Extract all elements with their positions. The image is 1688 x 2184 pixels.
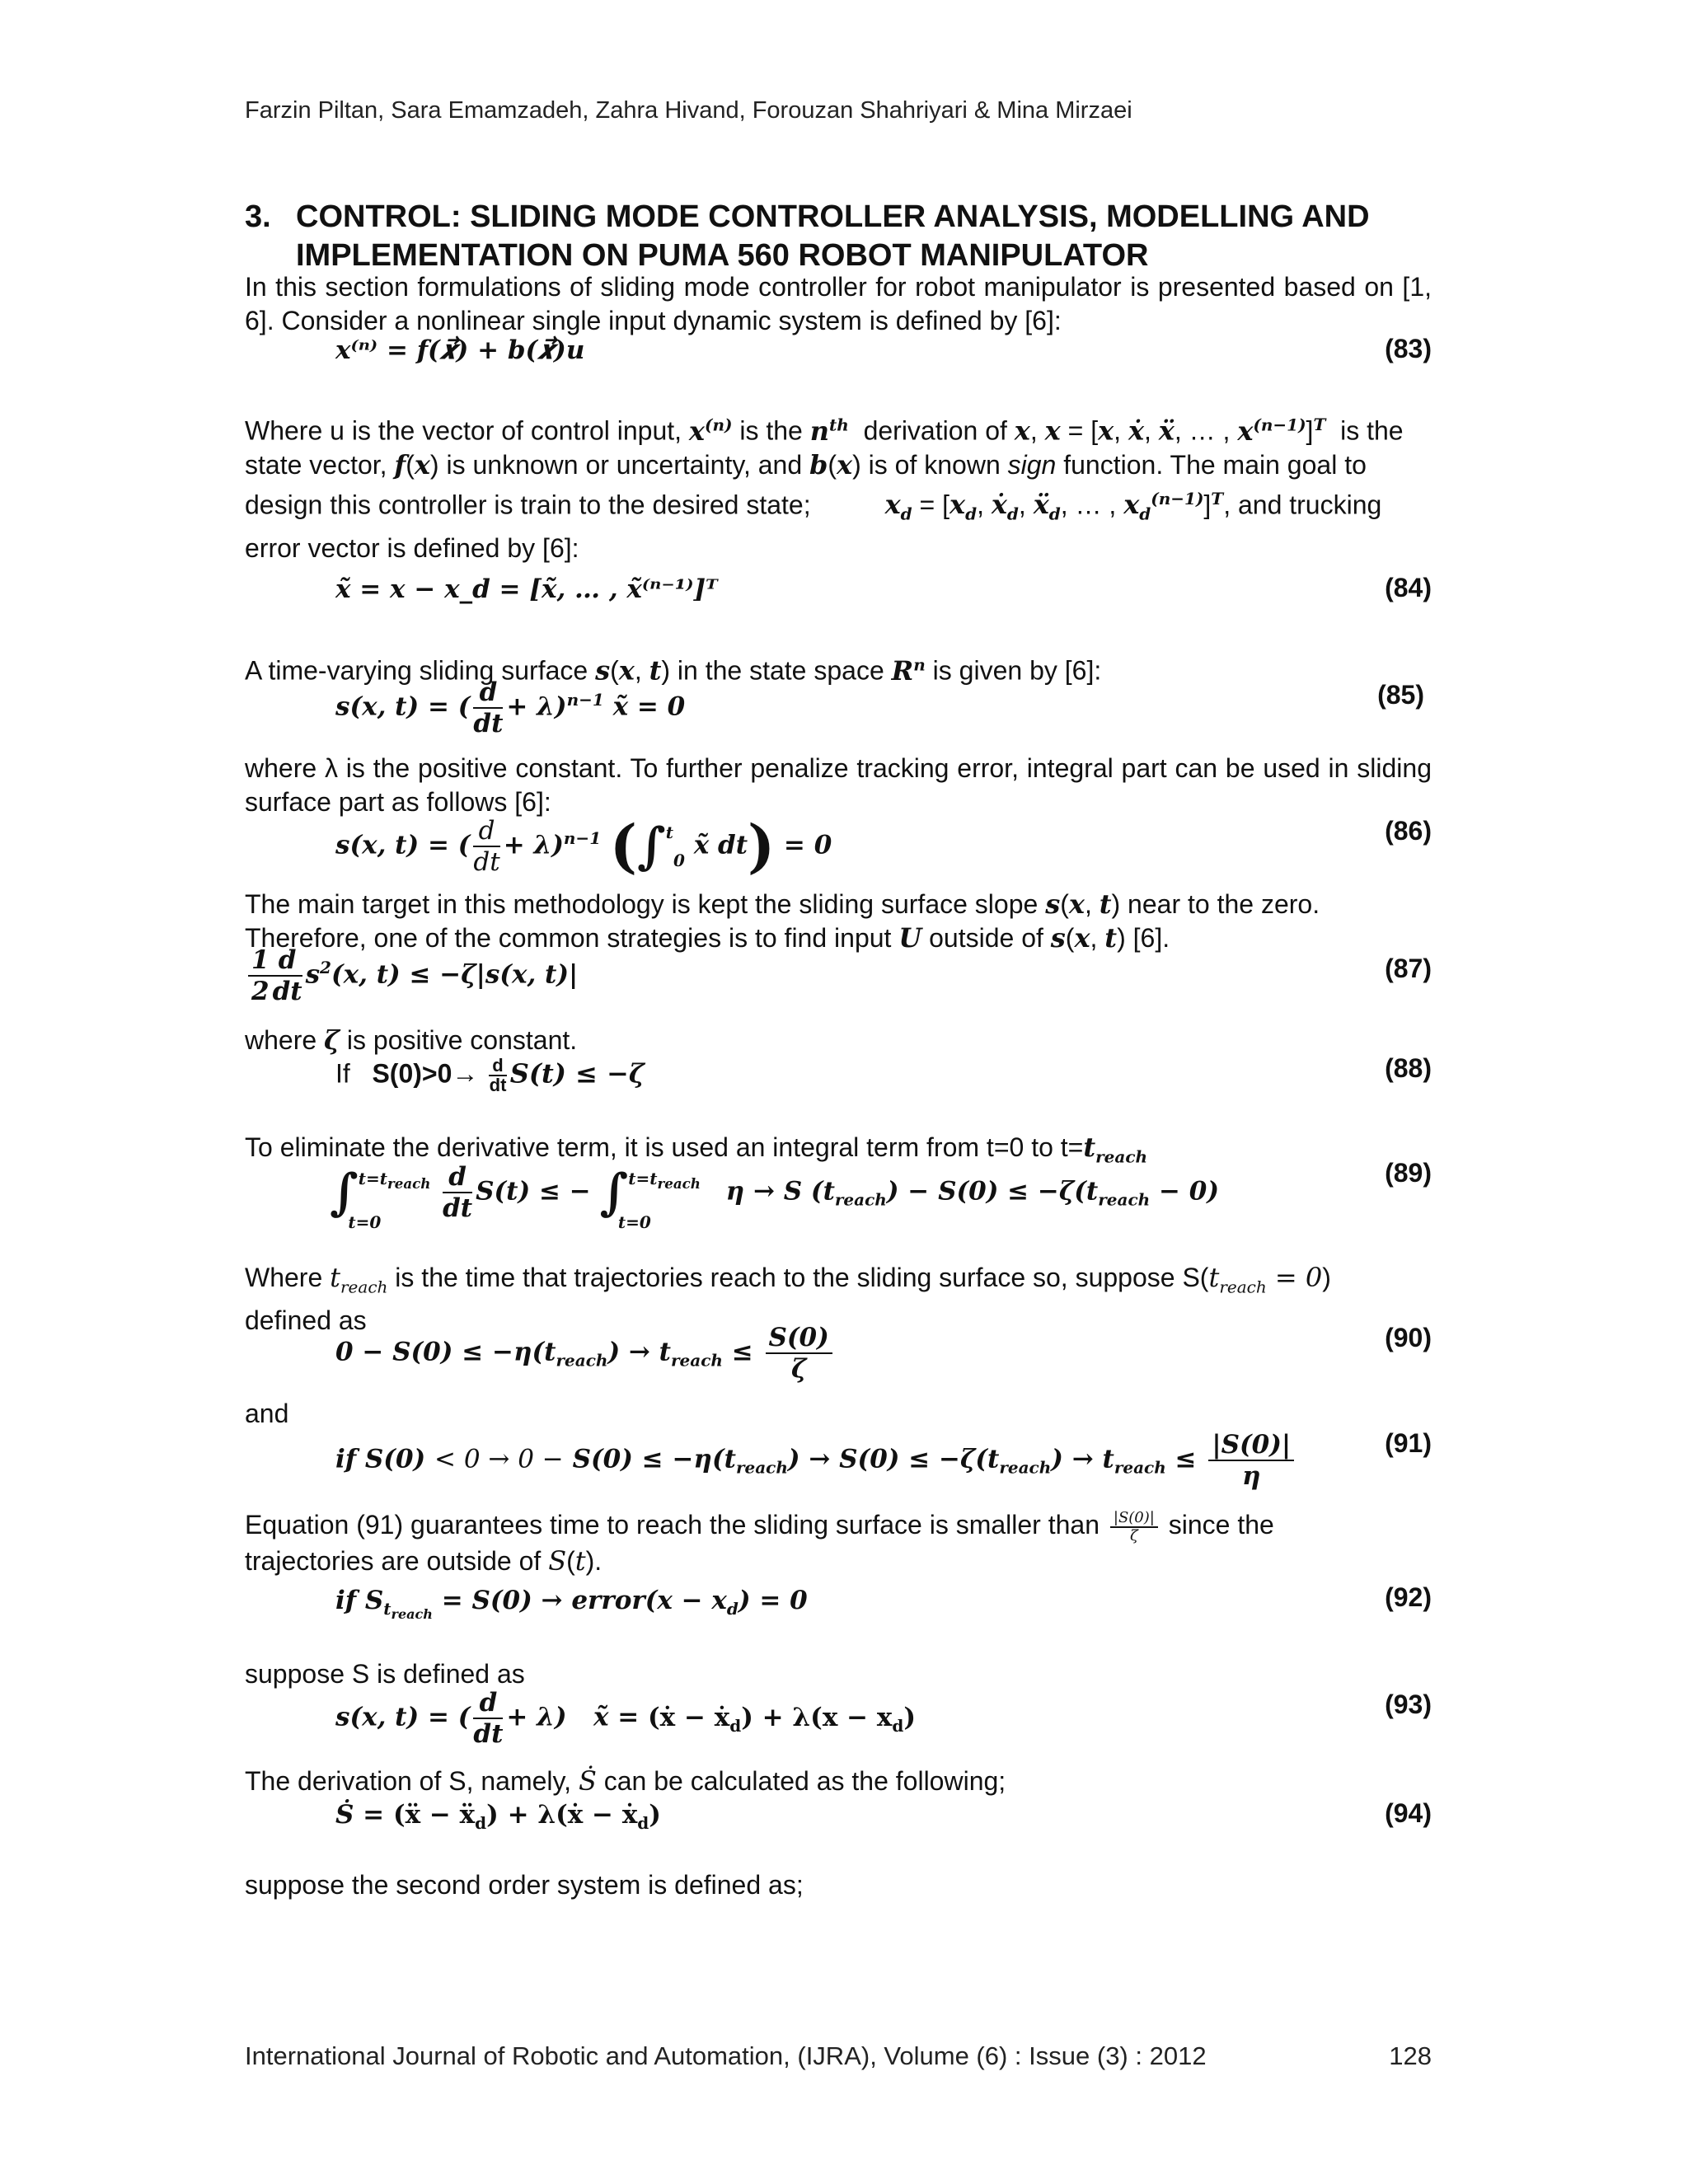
paragraph-main-target: The main target in this methodology is kept the sliding surface slope s(x, t) near to the zero. Therefore, one of the common strategies is to find input U outside of s(x, t) [6]. xyxy=(245,888,1320,954)
eq-number-90: (90) xyxy=(1385,1323,1432,1352)
paragraph-suppose-s: suppose S is defined as xyxy=(245,1659,525,1689)
paragraph-control-input: Where u is the vector of control input, $x^{(n)}$ is the $n^{th}$ derivation of x, x = [x, ẋ, ẍ, … , $x^{(n-1)}]^T$ is the state vector, f(x) is unknown or uncertainty, and b(x) is of known sign function. The main goal to design this controller is train to the desired state; $x_d = [x_d$, ẋ$_d$, ẍ$_d$, … , $x_d^{(n-1)}]^T$, and trucking error vector is defined by [6]: xyxy=(245,415,1404,563)
paragraph-second-order: suppose the second order system is defined as; xyxy=(245,1870,804,1900)
page-number: 128 xyxy=(1389,2041,1432,2070)
equation-86: s(x, t) = ( $\frac{d}{dt}$ + λ)$^{n-1}$ (∫$^t$0 x̃ dt) = 0 xyxy=(335,812,832,880)
equation-91: if $S(0) < 0 \to 0 - S(0) \le -\eta(t_{reach}) \to S(0) \le -\zeta(t_{reach}) \to t_{reach}$ ≤ $\frac{|S(0)|}{\eta}$ xyxy=(335,1430,1297,1491)
section-title: CONTROL: SLIDING MODE CONTROLLER ANALYSIS, MODELLING AND IMPLEMENTATION ON PUMA 560 ROBOT MANIPULATOR xyxy=(296,199,1370,273)
equation-85: s(x, t) = ( $\frac{d}{dt}$ + λ)$^{n-1}$ x̃ = 0 xyxy=(335,677,686,738)
eq-number-91: (91) xyxy=(1385,1428,1432,1458)
eq-number-84: (84) xyxy=(1385,573,1432,602)
equation-94: Ṡ = (ẍ − ẍ$_d$) + λ(ẋ − ẋ$_d$) xyxy=(335,1800,661,1834)
paragraph-zeta: where ζ is positive constant. xyxy=(245,1024,578,1056)
paragraph-integral-part: where λ is the positive constant. To further penalize tracking error, integral part can be used in sliding surface part as follows [6]: xyxy=(245,753,1432,817)
paragraph-intro: In this section formulations of sliding mode controller for robot manipulator is presented based on [1, 6]. Consider a nonlinear single input dynamic system is defined by [6]: xyxy=(245,272,1432,335)
section-number: 3. xyxy=(245,199,271,234)
equation-93: s(x, t) = ( $\frac{d}{dt}$ + λ) x̃ = (ẋ − ẋ$_d$) + $\lambda(x - x_d)$ xyxy=(335,1688,916,1749)
eq-number-92: (92) xyxy=(1385,1582,1432,1612)
equation-84: 𝒙̃ = 𝒙 − 𝒙_𝒅 = [𝒙̃, … , 𝒙̃⁽ⁿ⁻¹⁾]ᵀ xyxy=(335,574,718,604)
eq-number-83: (83) xyxy=(1385,334,1432,363)
eq-number-87: (87) xyxy=(1385,954,1432,983)
equation-92: if $S_{t_{reach}} = S(0)$ → error(x − $x_d) = 0$ xyxy=(335,1586,808,1623)
eq-number-93: (93) xyxy=(1385,1690,1432,1719)
equation-83: 𝒙⁽ⁿ⁾ = 𝒇(𝒙⃗) + 𝒃(𝒙⃗)𝒖 xyxy=(335,335,585,365)
eq-number-86: (86) xyxy=(1385,816,1432,846)
equation-90: $0 - S(0) \le -\eta(t_{reach}) \to t_{reach}$ ≤ $\frac{S(0)}{\zeta}$ xyxy=(335,1323,836,1384)
paragraph-sliding-surface: A time-varying sliding surface s(x, t) in the state space $R^n$ is given by [6]: xyxy=(245,654,1102,687)
eq-number-89: (89) xyxy=(1385,1158,1432,1188)
footer-journal: International Journal of Robotic and Automation, (IJRA), Volume (6) : Issue (3) : 2012 xyxy=(245,2041,1207,2070)
eq-number-88: (88) xyxy=(1385,1053,1432,1083)
equation-88: If S(0)>0→ $\frac{d}{dt}$ S(t) ≤ −ζ xyxy=(335,1055,645,1095)
paragraph-equation-91: Equation (91) guarantees time to reach the sliding surface is smaller than $\frac{|S(0)|}{\zeta}$ since the trajectories are outside of S(t). xyxy=(245,1508,1274,1577)
paragraph-treach: Where $t_{reach}$ is the time that trajectories reach to the sliding surface so, suppose $S(t_{reach} = 0)$ defined as xyxy=(245,1262,1331,1336)
paragraph-and: and xyxy=(245,1399,289,1428)
eq-number-85: (85) xyxy=(1377,680,1424,710)
paragraph-eliminate: To eliminate the derivative term, it is used an integral term from t=0 to $t=t_{reach}$ xyxy=(245,1132,1148,1167)
equation-87: $\frac{1}{2}$ $\frac{d}{dt}$ $s^2(x$, t) ≤ −ζ|s(x, t)| xyxy=(245,945,578,1006)
eq-number-94: (94) xyxy=(1385,1798,1432,1828)
equation-89: ∫$^{t=t_{reach}}_{t=0}$ $\frac{d}{dt}$ S(t) ≤ − ∫$^{t=t_{reach}}_{t=0}$ η → S $(t_{reach}) - S(0) \le -\zeta(t_{reach} - 0)$ xyxy=(330,1162,1219,1232)
running-header: Farzin Piltan, Sara Emamzadeh, Zahra Hivand, Forouzan Shahriyari & Mina Mirzaei xyxy=(245,97,1132,124)
paragraph-derivation: The derivation of S, namely, Ṡ can be calculated as the following; xyxy=(245,1765,1006,1797)
